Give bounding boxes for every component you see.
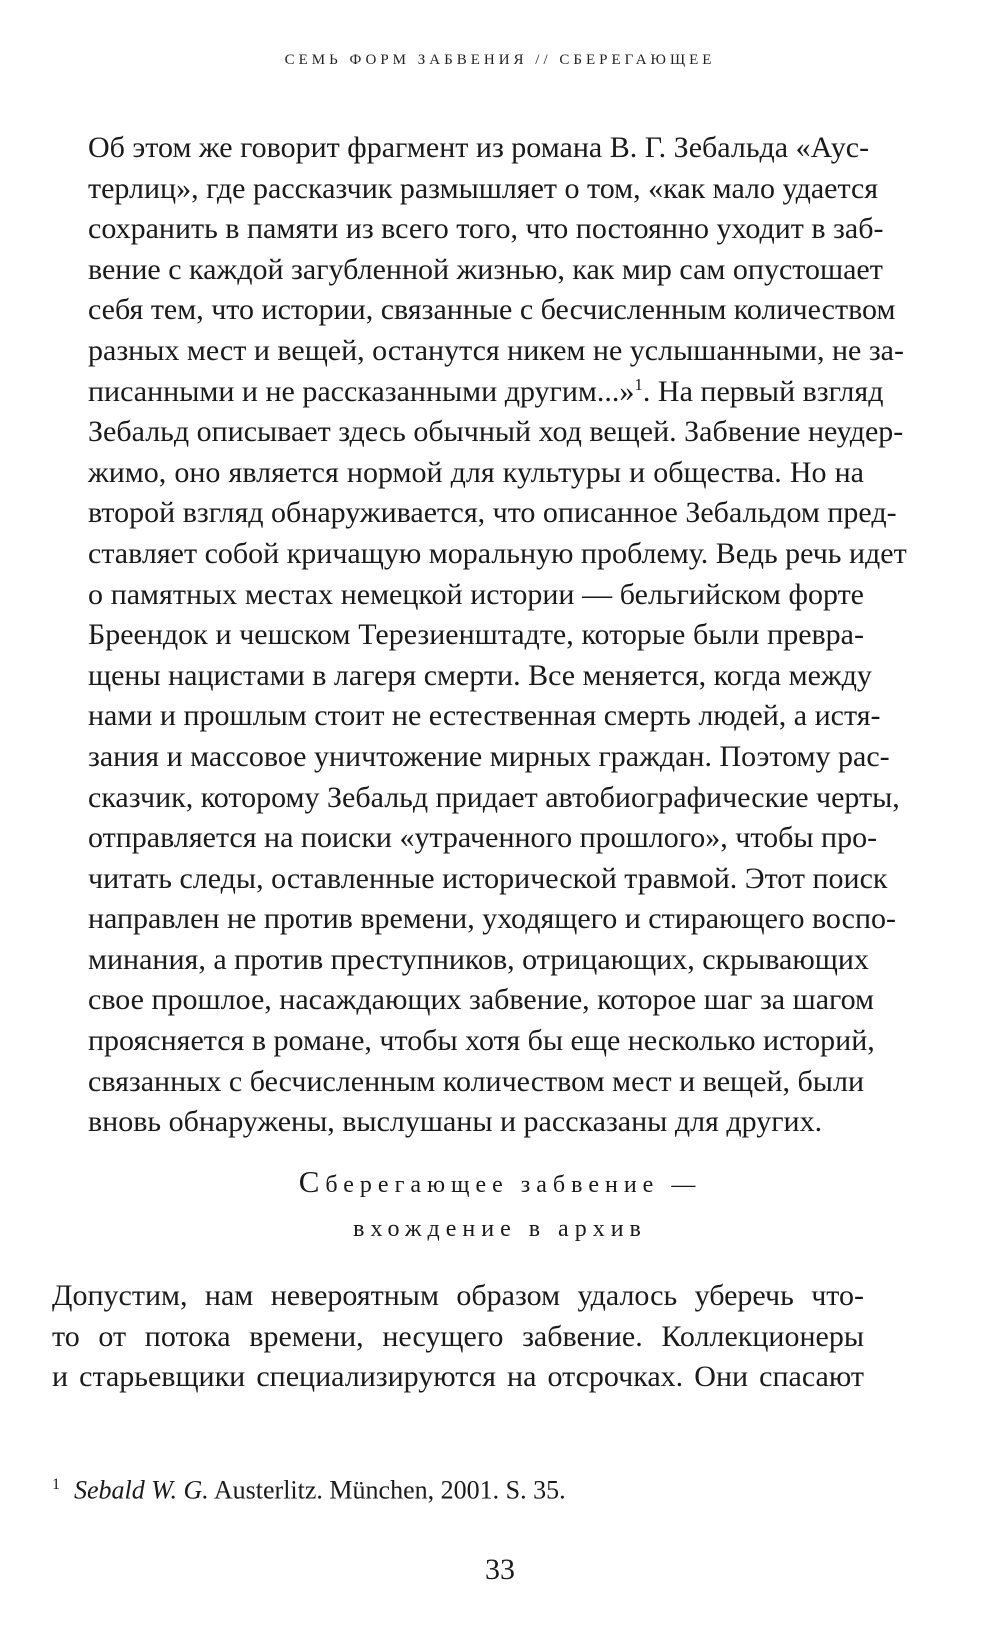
- text-line: Зебальд описывает здесь обычный ход вещей. Забвение неудер-: [88, 415, 904, 449]
- text-line: сохранить в памяти из всего того, что постоянно уходит в заб-: [88, 212, 884, 246]
- running-head: СЕМЬ ФОРМ ЗАБВЕНИЯ // СБЕРЕГАЮЩЕЕ: [284, 52, 716, 68]
- text-line: читать следы, оставленные исторической травмой. Этот поиск: [88, 861, 888, 895]
- text-line: и старьевщики специализируются на отсрочках. Они спасают: [52, 1360, 864, 1394]
- text-line: вновь обнаружены, выслушаны и рассказаны для других.: [88, 1105, 823, 1139]
- text-line: проясняется в романе, чтобы хотя бы еще несколько историй,: [88, 1024, 875, 1058]
- heading-initial: С: [298, 1164, 326, 1199]
- text-line: второй взгляд обнаруживается, что описанное Зебальдом пред-: [88, 496, 897, 530]
- text-line: Допустим, нам невероятным образом удалось уберечь что-: [52, 1279, 864, 1312]
- text-line: нами и прошлым стоит не естественная смерть людей, а истя-: [88, 699, 881, 733]
- page-number: 33: [485, 1553, 515, 1586]
- section-heading: [0, 1160, 1000, 1251]
- text-line: жимо, оно является нормой для культуры и общества. Но на: [88, 455, 864, 489]
- text-line: зания и массовое уничтожение мирных граждан. Поэтому рас-: [88, 739, 890, 773]
- text-fragment: писанными и не рассказанными другим...»: [88, 374, 635, 408]
- paragraph-2: [52, 1276, 864, 1398]
- section-heading-line-2: вхождение в архив: [353, 1216, 647, 1242]
- footnote-mark: 1: [52, 1476, 60, 1493]
- text-line: свое прошлое, насаждающих забвение, которое шаг за шагом: [88, 983, 874, 1017]
- text-line: себя тем, что истории, связанные с бесчисленным количеством: [88, 293, 896, 327]
- text-line: то от потока времени, несущего забвение. Коллекционеры: [52, 1319, 864, 1353]
- footnote-citation: Austerlitz. München, 2001. S. 35.: [208, 1475, 566, 1505]
- text-line: ставляет собой кричащую моральную проблему. Ведь речь идет: [88, 536, 907, 570]
- text-line: направлен не против времени, уходящего и стирающего воспо-: [88, 902, 897, 936]
- section-heading-line-1: [298, 1164, 702, 1199]
- footnote: [52, 1468, 864, 1508]
- text-line: Бреендок и чешском Терезиенштадте, которые были превра-: [88, 618, 864, 652]
- heading-line-1-text: берегающее забвение —: [325, 1172, 702, 1198]
- paragraph-1: [52, 128, 907, 1143]
- text-line: щены нацистами в лагеря смерти. Все меняется, когда между: [88, 658, 872, 692]
- text-line: минания, а против преступников, отрицающих, скрывающих: [88, 942, 869, 976]
- text-line: вение с каждой загубленной жизнью, как мир сам опустошает: [88, 252, 883, 286]
- text-line-with-footnote: [52, 372, 884, 413]
- text-fragment: . На первый взгляд: [642, 374, 884, 408]
- text-line: связанных с бесчисленным количеством мест и вещей, были: [88, 1064, 864, 1098]
- text-line: сказчик, которому Зебальд придает автобиографические черты,: [88, 780, 900, 814]
- footnote-author: Sebald W. G.: [74, 1475, 209, 1505]
- footnote-reference: 1: [634, 374, 643, 394]
- text-line: Об этом же говорит фрагмент из романа В. Г. Зебальда «Аус-: [88, 131, 870, 164]
- text-line: терлиц», где рассказчик размышляет о том, «как мало удается: [88, 171, 879, 205]
- text-line: о памятных местах немецкой истории — бельгийском форте: [88, 577, 864, 611]
- text-line: отправляется на поиски «утраченного прошлого», чтобы про-: [88, 821, 878, 855]
- text-line: разных мест и вещей, останутся никем не услышанными, не за-: [88, 333, 904, 367]
